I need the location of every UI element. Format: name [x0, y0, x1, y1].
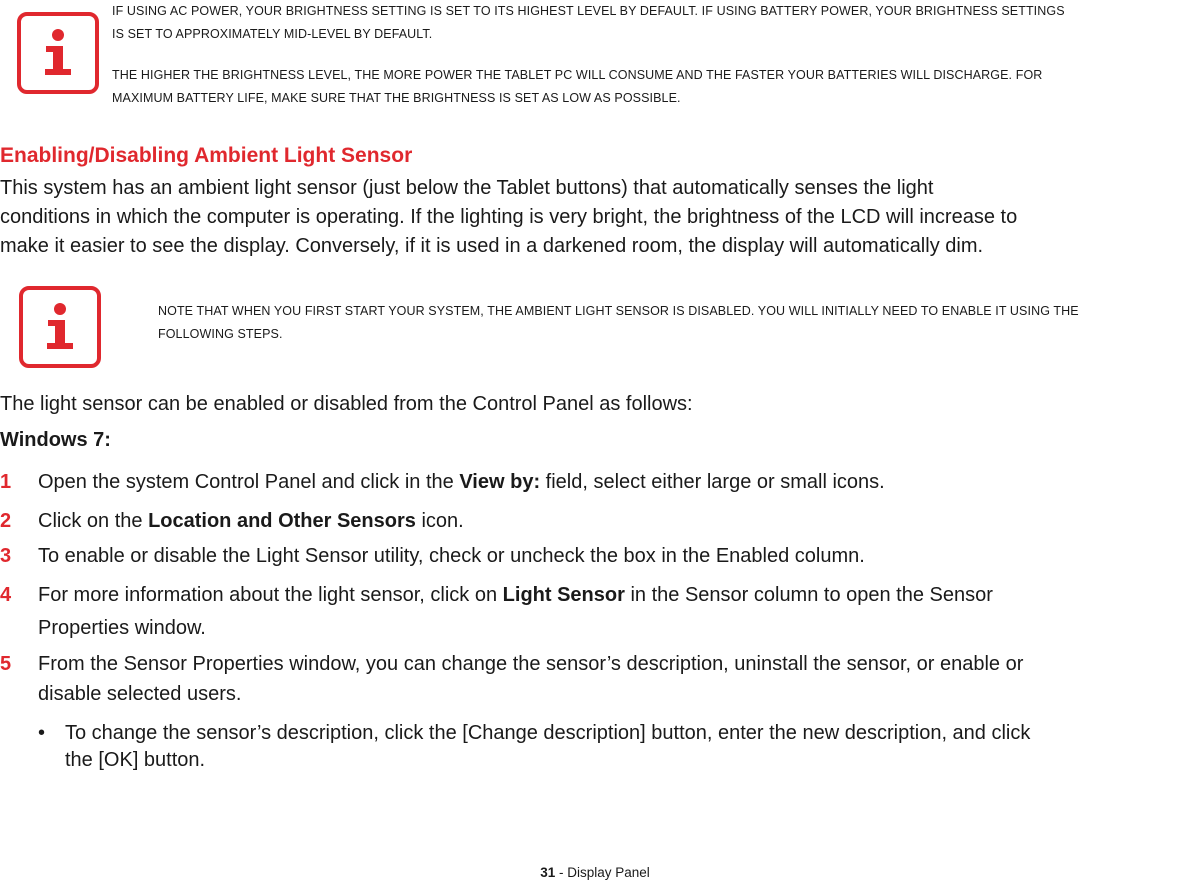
step-text: For more information about the light sensor, click on Light Sensor in the Sensor column to open the Sensor	[38, 584, 993, 606]
section-heading: Enabling/Disabling Ambient Light Sensor	[0, 144, 413, 167]
note-1-line-3: THE HIGHER THE BRIGHTNESS LEVEL, THE MORE POWER THE TABLET PC WILL CONSUME AND THE FASTER YOUR BATTERIES WILL DISCHARGE. FOR	[112, 68, 1043, 82]
step-5-continuation: disable selected users.	[38, 683, 242, 705]
step-text: Open the system Control Panel and click in the View by: field, select either large or small icons.	[38, 471, 885, 493]
note-1-line-4: MAXIMUM BATTERY LIFE, MAKE SURE THAT THE BRIGHTNESS IS SET AS LOW AS POSSIBLE.	[112, 91, 681, 105]
windows-7-label: Windows 7:	[0, 429, 111, 451]
para-line-2: conditions in which the computer is operating. If the lighting is very bright, the brightness of the LCD will increase to	[0, 206, 1018, 228]
page-number: 31	[540, 865, 556, 880]
note-1-line-2: IS SET TO APPROXIMATELY MID-LEVEL BY DEFAULT.	[112, 27, 433, 41]
step-number: 2	[0, 510, 12, 532]
step-text: Click on the Location and Other Sensors icon.	[38, 510, 464, 532]
note-2-line-1: NOTE THAT WHEN YOU FIRST START YOUR SYSTEM, THE AMBIENT LIGHT SENSOR IS DISABLED. YOU WILL INITIALLY NEED TO ENABLE IT USING THE	[158, 304, 1079, 318]
step-text: To enable or disable the Light Sensor utility, check or uncheck the box in the Enabled column.	[38, 545, 865, 567]
para-line-3: make it easier to see the display. Conversely, if it is used in a darkened room, the display will automatically dim.	[0, 235, 984, 257]
step-number: 4	[0, 584, 12, 606]
step-4-continuation: Properties window.	[38, 617, 206, 639]
step-number: 3	[0, 545, 12, 567]
step-number: 1	[0, 471, 12, 493]
bullet-dot: •	[38, 722, 46, 744]
bullet-line-1: To change the sensor’s description, click the [Change description] button, enter the new description, and click	[65, 722, 1031, 744]
intro-text: The light sensor can be enabled or disabled from the Control Panel as follows:	[0, 393, 693, 415]
bullet-line-2: the [OK] button.	[65, 749, 206, 771]
info-icon	[17, 12, 99, 94]
para-line-1: This system has an ambient light sensor (just below the Tablet buttons) that automatically senses the light	[0, 177, 934, 199]
info-icon	[19, 286, 101, 368]
page-footer	[0, 864, 1190, 882]
step-text: From the Sensor Properties window, you can change the sensor’s description, uninstall the sensor, or enable or	[38, 653, 1024, 675]
note-1-line-1: IF USING AC POWER, YOUR BRIGHTNESS SETTING IS SET TO ITS HIGHEST LEVEL BY DEFAULT. IF USING BATTERY POWER, YOUR BRIGHTNESS SETTINGS	[112, 4, 1065, 18]
footer-text: - Display Panel	[555, 865, 650, 880]
step-number: 5	[0, 653, 12, 675]
note-2-line-2: FOLLOWING STEPS.	[158, 327, 283, 341]
